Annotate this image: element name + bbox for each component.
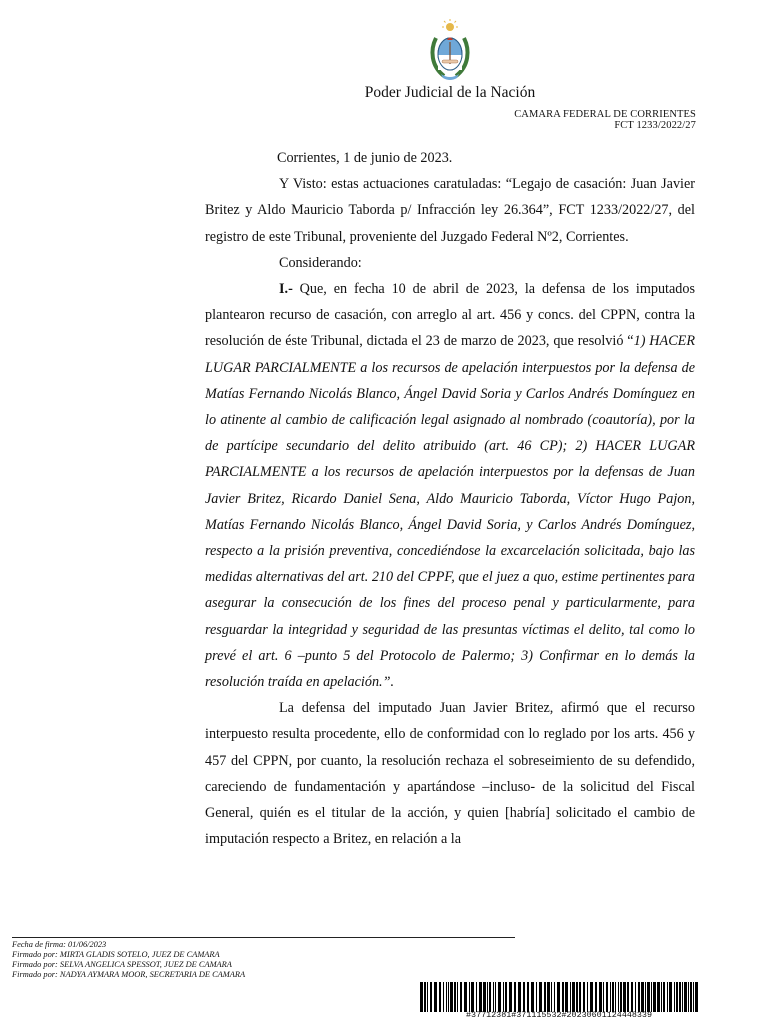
coat-of-arms-icon: [428, 18, 472, 84]
resolution-quote: 1) HACER LUGAR PARCIALMENTE a los recursos de apelación interpuestos por la defensa de Matías Fernando Nicolás Blanco, Ángel David Soria y Carlos Andrés Domínguez en lo atinente al cambio de calificación legal asignado al nombrado (coautoría), por la de partícipe secundario del delito atribuido (art. 46 CP); 2) HACER LUGAR PARCIALMENTE a los recursos de apelación interpuestos por la defensas de Juan Javier Britez, Ricardo Daniel Sena, Aldo Mauricio Taborda, Víctor Hugo Pajon, Matías Fernando Nicolás Blanco, Ángel David Soria, y Carlos Andrés Domínguez, respecto a la prisión preventiva, concediéndose la excarcelación solicitada, bajo las medidas alternativas del art. 210 del CPPF, que el juez a quo, estime pertinentes para asegurar la consecución de los fines del proceso penal y particularmente, para resguardar la integridad y seguridad de las presuntas víctimas el delito, tal como lo prevé el art. 6 –punto 5 del Protocolo de Palermo; 3) Confirmar en lo demás la resolución traída en apelación.”.: [205, 333, 695, 691]
barcode-number: #37712381#371115532#20230601124448339: [466, 1010, 652, 1020]
considerando-heading: Considerando:: [279, 254, 362, 271]
barcode-image: [420, 982, 698, 1012]
signature-line: Firmado por: SELVA ANGELICA SPESSOT, JUEZ DE CAMARA: [12, 960, 232, 969]
defense-paragraph: La defensa del imputado Juan Javier Britez, afirmó que el recurso interpuesto resulta procedente, ello de conformidad con lo reglado por los arts. 456 y 457 del CPPN, por cuanto, la resolución rechaza el sobreseimiento de su defendido, careciendo de fundamentación y apartándose –incluso- de la solicitud del Fiscal General, quién es el titular de la acción, y quien [habría] solicitado el cambio de imputación respecto a Britez, en relación a la: [205, 700, 695, 848]
section-mark: I.-: [279, 281, 293, 298]
signature-line: Firmado por: MIRTA GLADIS SOTELO, JUEZ DE CAMARA: [12, 950, 220, 959]
date-line: Corrientes, 1 de junio de 2023.: [277, 150, 453, 166]
signature-date: Fecha de firma: 01/06/2023: [12, 940, 107, 949]
court-name: CAMARA FEDERAL DE CORRIENTES: [514, 109, 696, 120]
footer-divider: [12, 937, 515, 938]
visto-paragraph: Y Visto: estas actuaciones caratuladas: “Legajo de casación: Juan Javier Britez y Aldo Mauricio Taborda p/ Infracción ley 26.364”, FCT 1233/2022/27, del registro de este Tribunal, proveniente del Juzgado Federal Nº2, Corrientes.: [205, 176, 695, 245]
section-text: Que, en fecha 10 de abril de 2023, la defensa de los imputados plantearon recurso de casación, con arreglo al art. 456 y concs. del CPPN, contra la resolución de éste Tribunal, dictada el 23 de marzo de 2023, que resolvió “: [205, 281, 695, 350]
case-number: FCT 1233/2022/27: [614, 120, 696, 131]
agency-title: Poder Judicial de la Nación: [364, 84, 536, 101]
court-header: [514, 109, 696, 131]
signature-line: Firmado por: NADYA AYMARA MOOR, SECRETARIA DE CAMARA: [12, 970, 246, 979]
signature-block: [12, 940, 245, 980]
section-one-paragraph: [205, 276, 695, 695]
resolution-body: [205, 145, 695, 852]
